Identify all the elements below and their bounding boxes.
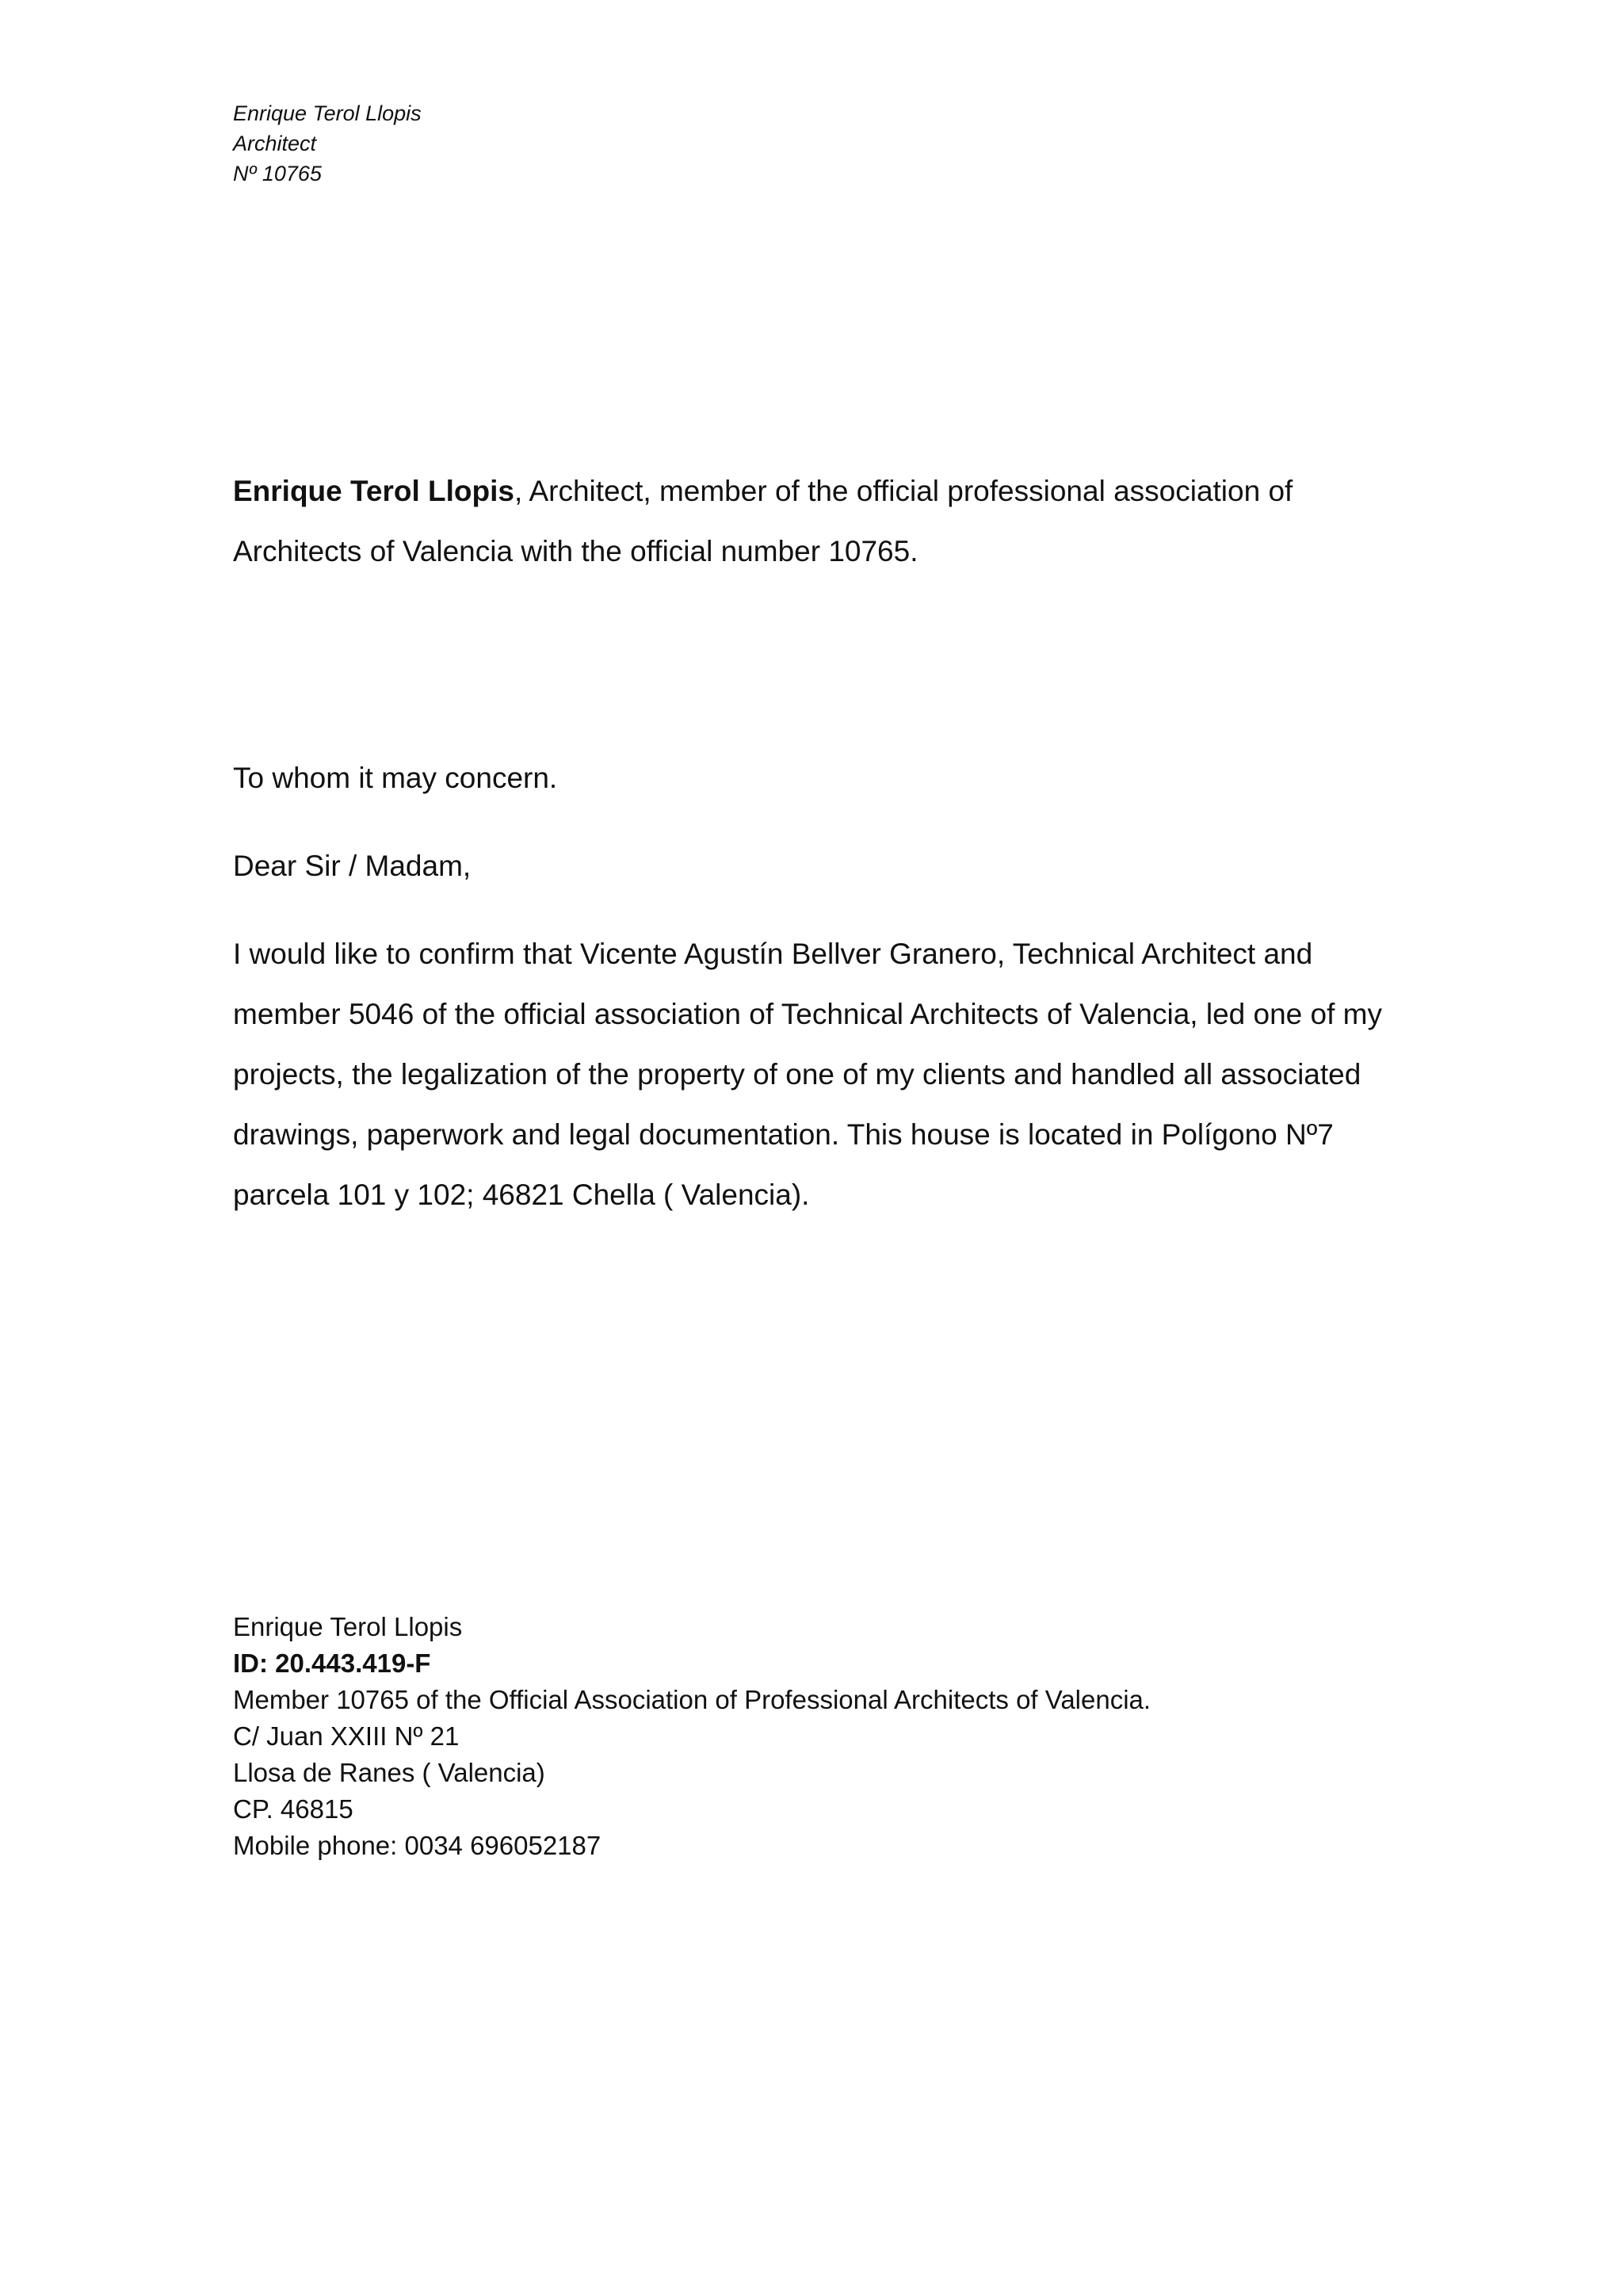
concern-line: To whom it may concern.: [233, 762, 558, 794]
intro-paragraph: [233, 461, 1398, 582]
letterhead-title: Architect: [233, 132, 317, 155]
letter-body: [233, 748, 1398, 1225]
signature-name: Enrique Terol Llopis: [233, 1612, 463, 1641]
letterhead-number: Nº 10765: [233, 162, 322, 185]
letterhead: [233, 98, 788, 189]
letterhead-name: Enrique Terol Llopis: [233, 101, 422, 125]
intro-name: Enrique Terol Llopis: [233, 475, 514, 507]
signature-street: C/ Juan XXIII Nº 21: [233, 1721, 460, 1751]
signature-block: [233, 1609, 1398, 1864]
intro-text: , Architect, member of the official professional association of Architects of Valencia with the official number 10765.: [233, 475, 1293, 567]
body-paragraph: I would like to confirm that Vicente Agustín Bellver Granero, Technical Architect and member 5046 of the official association of Technical Architects of Valencia, led one of my projects, the legalization of the property of one of my clients and handled all associated drawings, paperwork and legal documentation. This house is located in Polígono Nº7 parcela 101 y 102; 46821 Chella ( Valencia).: [233, 938, 1382, 1211]
signature-membership: Member 10765 of the Official Association of Professional Architects of Valencia.: [233, 1685, 1151, 1714]
greeting-line: Dear Sir / Madam,: [233, 850, 472, 882]
signature-id: ID: 20.443.419-F: [233, 1648, 431, 1678]
signature-phone: Mobile phone: 0034 696052187: [233, 1831, 601, 1860]
signature-city: Llosa de Ranes ( Valencia): [233, 1758, 545, 1787]
signature-postcode: CP. 46815: [233, 1794, 353, 1824]
